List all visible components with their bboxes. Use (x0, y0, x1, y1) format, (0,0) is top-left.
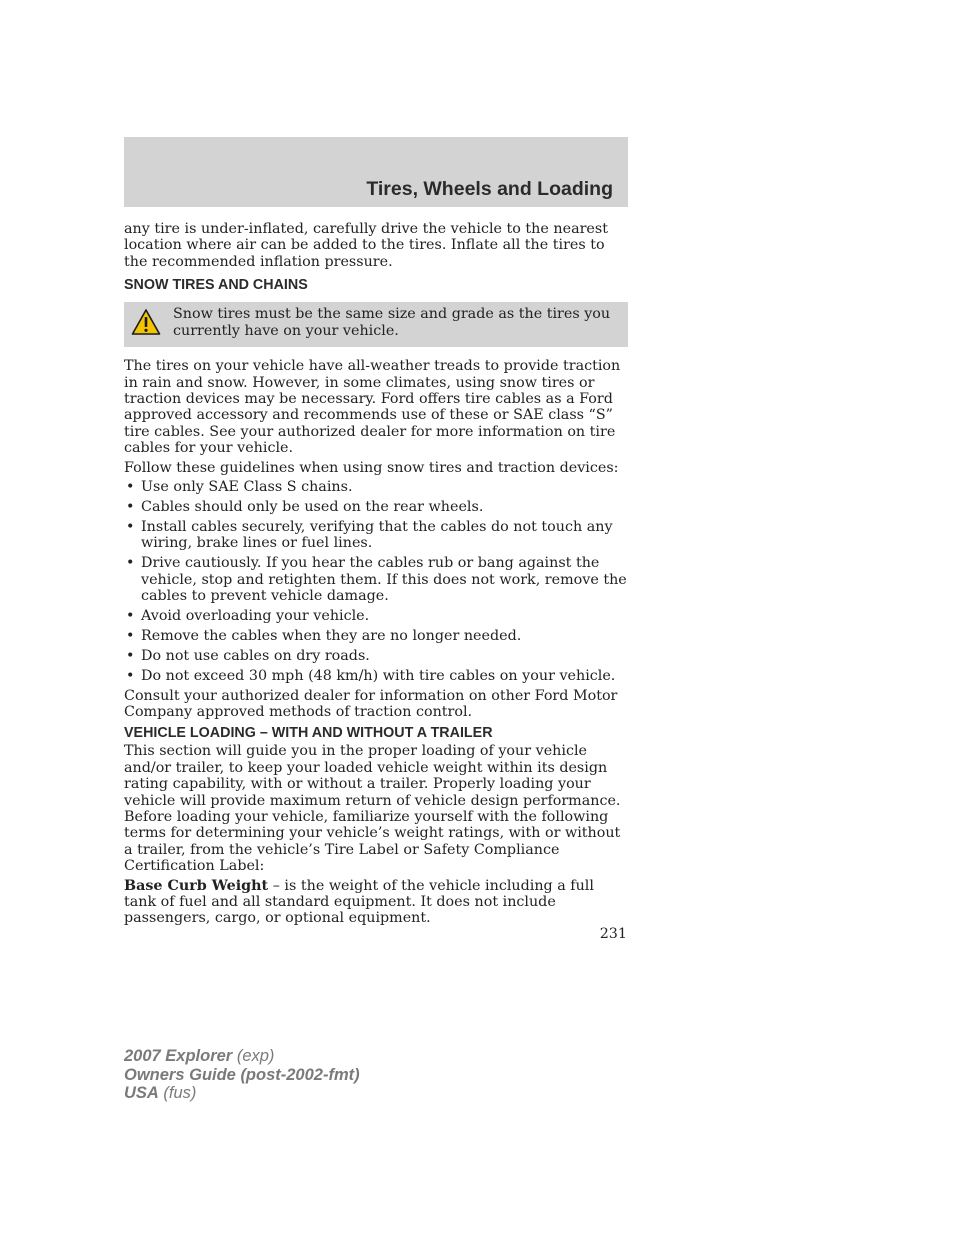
bullet-dot: • (126, 607, 135, 624)
list-item (124, 479, 628, 495)
chapter-title: Tires, Wheels and Loading (366, 178, 613, 200)
list-item (124, 668, 628, 684)
list-item (124, 608, 628, 624)
loading-paragraph-1: This section will guide you in the proper loading of your vehicle and/or trailer, to keep your loaded vehicle weight within its design rating capability, with or without a trailer. Properly loading your vehicle will provide maximum return of vehicle design performance. Before loading your vehicle, familiarize yourself with the following terms for determining your vehicle’s weight ratings, with or without a trailer, from the vehicle’s Tire Label or Safety Compliance Certification Label: (124, 743, 621, 875)
list-item-text: Avoid overloading your vehicle. (141, 607, 370, 624)
list-item-text: Remove the cables when they are no longer needed. (141, 627, 522, 644)
footer-line-2 (124, 1066, 360, 1085)
bullet-dot: • (126, 498, 135, 515)
snow-guidelines-list (124, 479, 628, 684)
page-content (124, 221, 628, 927)
snow-tires-heading: SNOW TIRES AND CHAINS (124, 277, 308, 294)
list-item (124, 648, 628, 664)
footer-line-1 (124, 1047, 360, 1066)
list-item-text: Do not exceed 30 mph (48 km/h) with tire cables on your vehicle. (141, 667, 616, 684)
footer-model: 2007 Explorer (124, 1047, 233, 1065)
document-footer (124, 1047, 360, 1103)
footer-line-3 (124, 1084, 360, 1103)
bullet-dot: • (126, 518, 135, 535)
intro-paragraph: any tire is under-inflated, carefully drive the vehicle to the nearest location where air can be added to the tires. Inflate all the tires to the recommended inflation pressure. (124, 221, 608, 270)
chapter-header-band (124, 137, 628, 207)
warning-box (124, 302, 628, 347)
bullet-dot: • (126, 555, 135, 572)
list-item-text: Do not use cables on dry roads. (141, 647, 370, 664)
base-curb-weight-definition (124, 878, 628, 927)
vehicle-loading-heading: VEHICLE LOADING – WITH AND WITHOUT A TRAILER (124, 725, 493, 742)
bullet-dot: • (126, 479, 135, 496)
footer-market: USA (124, 1084, 159, 1103)
list-item-text: Cables should only be used on the rear wheels. (141, 498, 484, 515)
page-number: 231 (599, 926, 627, 942)
list-item-text: Drive cautiously. If you hear the cables rub or bang against the vehicle, stop and retighten them. If this does not work, remove the cables to prevent vehicle damage. (141, 555, 627, 604)
list-item (124, 519, 628, 552)
footer-market-code: (fus) (158, 1084, 197, 1103)
warning-text: Snow tires must be the same size and grade as the tires you currently have on your vehicle. (173, 306, 611, 339)
footer-model-code: (exp) (232, 1047, 275, 1065)
list-item-text: Install cables securely, verifying that the cables do not touch any wiring, brake lines or fuel lines. (141, 518, 613, 552)
snow-paragraph-2: Follow these guidelines when using snow tires and traction devices: (124, 459, 619, 476)
bullet-dot: • (126, 647, 135, 664)
list-item (124, 628, 628, 644)
snow-paragraph-3: Consult your authorized dealer for information on other Ford Motor Company approved methods of traction control. (124, 687, 618, 720)
definition-term: Base Curb Weight (124, 877, 269, 894)
bullet-dot: • (126, 627, 135, 644)
definition-text: – is the weight of the vehicle including a full tank of fuel and all standard equipment. It does not include passengers, cargo, or optional equipment. (124, 877, 594, 927)
bullet-dot: • (126, 667, 135, 684)
footer-guide: Owners Guide (post-2002-fmt) (124, 1065, 360, 1084)
snow-paragraph-1: The tires on your vehicle have all-weather treads to provide traction in rain and snow. However, in some climates, using snow tires or traction devices may be necessary. Ford offers tire cables as a Ford approved accessory and recommends use of these or SAE class “S” tire cables. See your authorized dealer for more information on tire cables for your vehicle. (124, 358, 621, 457)
list-item (124, 555, 628, 604)
list-item (124, 499, 628, 515)
warning-triangle-icon (131, 308, 161, 336)
list-item-text: Use only SAE Class S chains. (141, 479, 353, 496)
